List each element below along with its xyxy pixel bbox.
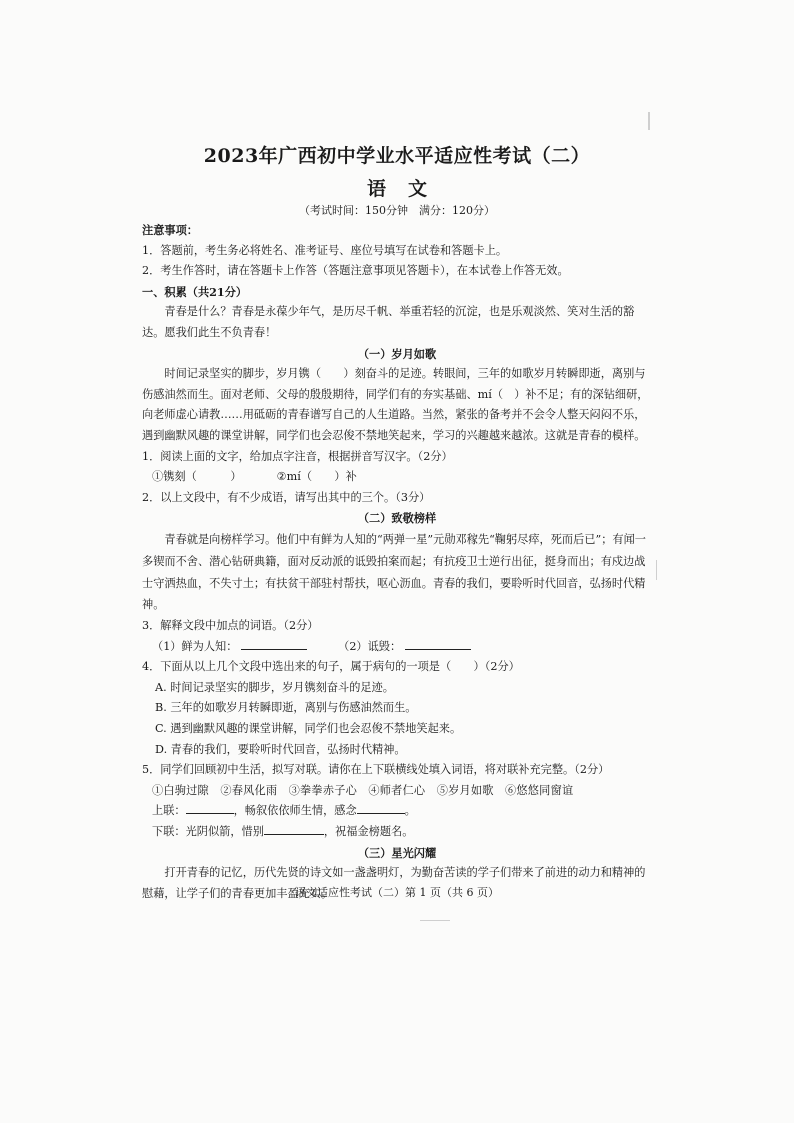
scan-speck [648,112,650,130]
question-3-b: （2）诋毁： [338,639,402,653]
answer-blank-3a[interactable] [241,637,307,650]
subject-title: 语文 [366,178,449,200]
notice-item-2: 2．考生作答时，请在答题卡上作答（答题注意事项见答题卡），在本试卷上作答无效。 [142,264,569,278]
question-4: 4．下面从以上几个文段中选出来的句子，属于病句的一项是（ ）（2分） [142,660,520,674]
couplet-lower-label: 下联：光阴似箭，惜别 [152,825,264,839]
answer-blank-3b[interactable] [405,637,471,650]
answer-blank-5b[interactable] [357,801,405,814]
couplet-lower-end: ，祝福金榜题名。 [323,825,414,839]
page-footer: 语文适应性考试（二）第 1 页（共 6 页） [295,886,499,899]
question-4-option-a: A. 时间记录坚实的脚步，岁月镌刻奋斗的足迹。 [155,680,394,694]
part-3-passage: 打开青春的记忆，历代先贤的诗文如一盏盏明灯，为勤奋苦读的学子们带来了前进的动力和精神的慰藉，让学子们的青春更加丰盈充实。 [142,866,646,900]
question-1-b: ②mí（ ）补 [276,470,357,484]
exam-info: （考试时间：150分钟 满分：120分） [299,204,495,217]
notice-heading: 注意事项： [142,223,198,237]
page-content [142,140,652,904]
part-1-heading: （一）岁月如歌 [357,346,437,361]
question-5-choices: ①白驹过隙 ②春风化雨 ③拳拳赤子心 ④师者仁心 ⑤岁月如歌 ⑥悠悠同窗谊 [152,783,574,797]
notice-item-1: 1．答题前，考生务必将姓名、准考证号、座位号填写在试卷和答题卡上。 [142,243,508,257]
part-1-passage: 时间记录坚实的脚步，岁月镌（ ）刻奋斗的足迹。转眼间，三年的如歌岁月转瞬即逝，离别与伤感油然而生。面对老师、父母的殷殷期待，同学们有的夯实基础、mí（ ）补不足；有的深钻细研，向老师虚心请教……用砥砺的青春谱写自己的人生道路。当然，紧张的备考并不会令人整天闷闷不乐，遇到幽默风趣的课堂讲解，同学们也会忍俊不禁地笑起来，学习的兴趣越来越浓。这就是青春的模样。 [142,367,649,442]
exam-title: 2023年广西初中学业水平适应性考试（二） [203,145,591,167]
couplet-upper-middle: ，畅叙依依师生情，感念 [233,804,357,818]
section-1-heading: 一、积累（共21分） [142,284,248,299]
question-4-option-c: C. 遇到幽默风趣的课堂讲解，同学们也会忍俊不禁地笑起来。 [155,722,462,736]
question-2: 2．以上文段中，有不少成语，请写出其中的三个。（3分） [142,490,431,504]
scan-speck [420,920,450,921]
question-3-a: （1）鲜为人知： [152,639,238,653]
part-2-passage: 青春就是向榜样学习。他们中有鲜为人知的“两弹一星”元勋邓稼先“鞠躬尽瘁，死而后已”；有闻一多锲而不舍、潜心钻研典籍，面对反动派的诋毁拍案而起；有抗疫卫士逆行出征，挺身而出；有戍边战士守洒热血，不失寸土；有扶贫干部驻村帮扶，呕心沥血。青春的我们，要聆听时代回音，弘扬时代精神。 [142,532,646,612]
question-1: 1．阅读上面的文字，给加点字注音，根据拼音写汉字。（2分） [142,449,453,463]
part-3-heading: （三）星光闪耀 [357,845,437,860]
answer-blank-5c[interactable] [264,822,324,835]
question-5: 5．同学们回顾初中生活，拟写对联。请你在上下联横线处填入词语，将对联补充完整。（2分） [142,763,610,777]
question-4-option-d: D. 青春的我们，要聆听时代回音，弘扬时代精神。 [155,742,406,756]
couplet-upper [142,801,652,822]
couplet-upper-end: 。 [404,804,416,818]
question-4-option-b: B. 三年的如歌岁月转瞬即逝，离别与伤感油然而生。 [155,701,417,715]
couplet-upper-label: 上联： [152,804,186,818]
scan-speck [656,560,657,580]
question-3-answers [142,637,652,658]
part-2-heading: （二）致敬榜样 [357,511,437,526]
question-1-a: ①镌刻（ ） [152,470,242,484]
section-1-intro: 青春是什么？青春是永葆少年气，是历尽千帆、举重若轻的沉淀，也是乐观淡然、笑对生活的豁达。愿我们此生不负青春！ [142,305,635,339]
question-3: 3．解释文段中加点的词语。（2分） [142,619,319,633]
question-1-answers [142,467,652,488]
couplet-lower [142,822,652,843]
answer-blank-5a[interactable] [186,801,234,814]
